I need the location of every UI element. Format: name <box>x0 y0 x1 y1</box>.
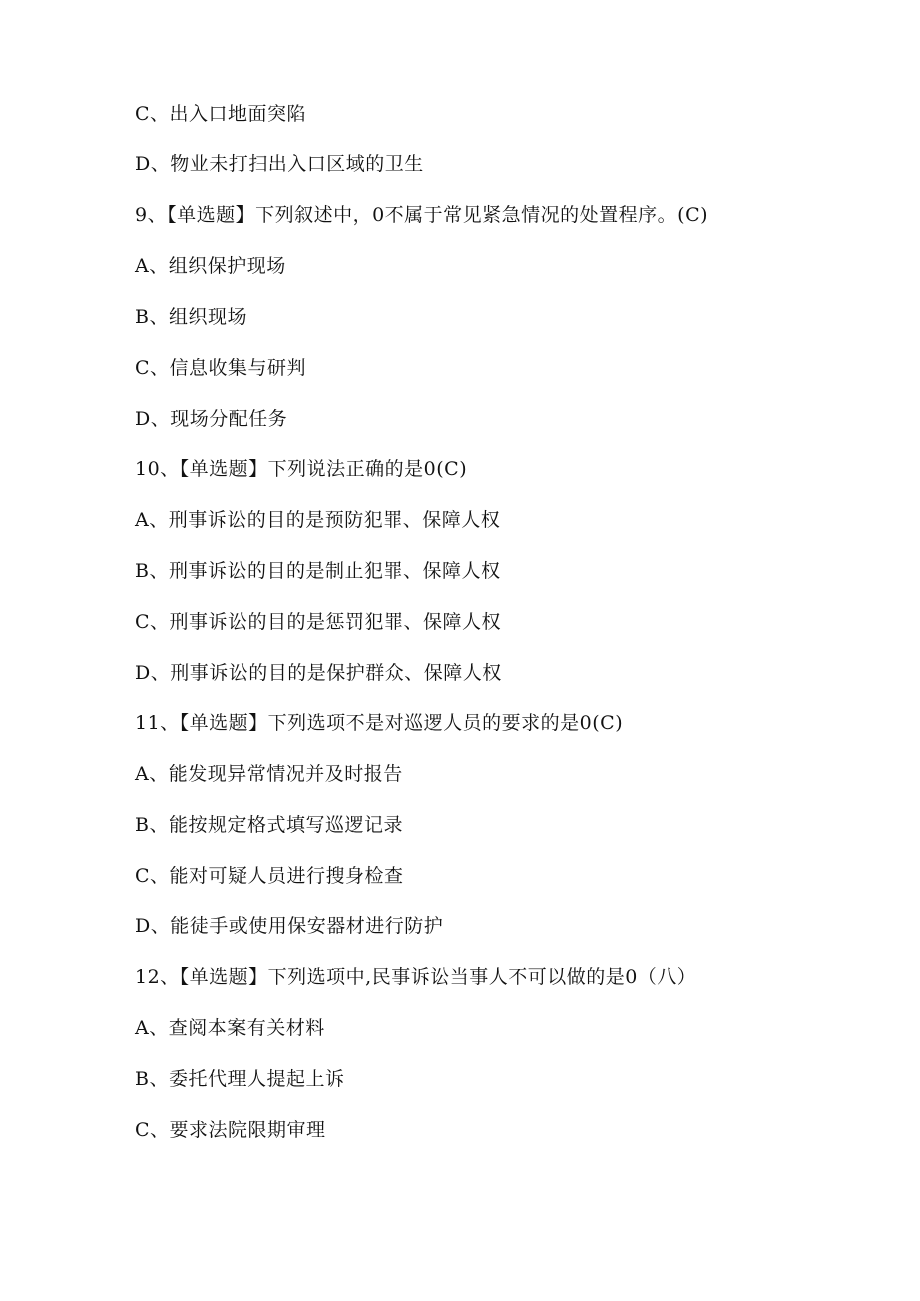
q8-option-d: D、物业未打扫出入口区域的卫生 <box>135 153 424 175</box>
q9-option-c: C、信息收集与研判 <box>135 357 307 379</box>
q11-option-c: C、能对可疑人员进行搜身检查 <box>135 865 404 887</box>
question-12: 12、【单选题】下列选项中,民事诉讼当事人不可以做的是0（八） <box>135 966 697 988</box>
q8-option-c: C、出入口地面突陷 <box>135 103 307 125</box>
question-10: 10、【单选题】下列说法正确的是0(C) <box>135 458 468 480</box>
q11-option-a: A、能发现异常情况并及时报告 <box>135 763 403 785</box>
q12-option-a: A、查阅本案有关材料 <box>135 1017 325 1039</box>
q10-option-a: A、刑事诉讼的目的是预防犯罪、保障人权 <box>135 509 501 531</box>
q12-option-b: B、委托代理人提起上诉 <box>135 1068 345 1090</box>
question-9: 9、【单选题】下列叙述中，0不属于常见紧急情况的处置程序。(C) <box>135 204 709 226</box>
q10-option-d: D、刑事诉讼的目的是保护群众、保障人权 <box>135 662 502 684</box>
q9-option-d: D、现场分配任务 <box>135 408 288 430</box>
question-11: 11、【单选题】下列选项不是对巡逻人员的要求的是0(C) <box>135 712 624 734</box>
q11-option-d: D、能徒手或使用保安器材进行防护 <box>135 915 444 937</box>
q10-option-c: C、刑事诉讼的目的是惩罚犯罪、保障人权 <box>135 611 502 633</box>
q10-option-b: B、刑事诉讼的目的是制止犯罪、保障人权 <box>135 560 501 582</box>
q9-option-a: A、组织保护现场 <box>135 255 286 277</box>
q12-option-c: C、要求法院限期审理 <box>135 1119 326 1141</box>
q11-option-b: B、能按规定格式填写巡逻记录 <box>135 814 403 836</box>
q9-option-b: B、组织现场 <box>135 306 247 328</box>
